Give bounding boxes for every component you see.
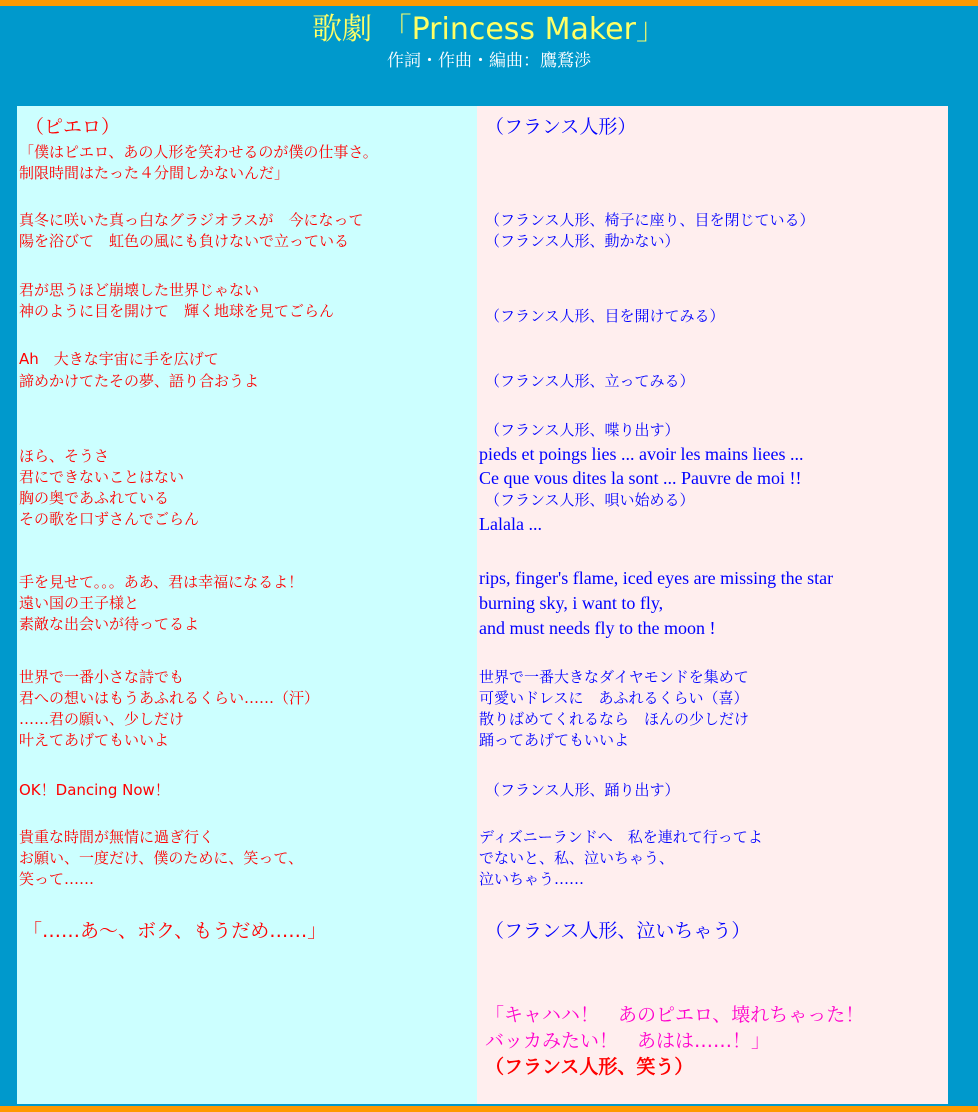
lyric-line: 手を見せて。。。ああ、君は幸福になるよ！ xyxy=(19,573,304,591)
page-title: 歌劇 「Princess Maker」 xyxy=(312,12,666,47)
stage-direction: （フランス人形、笑う） xyxy=(485,1056,694,1078)
lyric-line: バッカみたい！ あはは……！」 xyxy=(485,1030,771,1052)
lyric-line: 泣いちゃう…… xyxy=(479,870,585,888)
stage-direction: （フランス人形、動かない） xyxy=(485,232,680,250)
lyric-line: 「キャハハ！ あのピエロ、壊れちゃった！ xyxy=(485,1004,865,1026)
lyric-line: 君が思うほど崩壊した世界じゃない xyxy=(19,281,260,299)
lyric-line: 踊ってあげてもいいよ xyxy=(479,731,630,749)
lyric-line: Ah 大きな宇宙に手を広げて xyxy=(19,350,219,368)
lyric-line: 世界で一番大きなダイヤモンドを集めて xyxy=(479,668,749,686)
lyric-line: 胸の奥であふれている xyxy=(19,489,170,507)
stage-direction: （フランス人形、喋り出す） xyxy=(485,421,680,439)
lyric-line: でないと、私、泣いちゃう、 xyxy=(479,849,675,867)
lyric-line: OK！Dancing Now！ xyxy=(19,781,170,799)
lyric-line: 君にできないことはない xyxy=(19,468,185,486)
stage-direction: （フランス人形、立ってみる） xyxy=(485,372,695,390)
lyric-line: 世界で一番小さな詩でも xyxy=(19,668,185,686)
lyric-line: 可愛いドレスに あふれるくらい（喜） xyxy=(479,689,749,707)
lyric-line: Lalala ... xyxy=(479,514,542,534)
lyric-line: 神のように目を開けて 輝く地球を見てごらん xyxy=(19,302,335,320)
lyric-line: 遠い国の王子様と xyxy=(19,594,140,612)
lyric-line: 制限時間はたった４分間しかないんだ」 xyxy=(19,164,290,182)
english-line: rips, finger's flame, iced eyes are missing the star xyxy=(479,568,834,588)
stage-direction: （フランス人形、目を開けてみる） xyxy=(485,307,725,325)
pierrot-column xyxy=(17,106,477,1104)
role-doll: （フランス人形） xyxy=(485,116,637,138)
stage-direction: （フランス人形、踊り出す） xyxy=(485,781,680,799)
doll-column xyxy=(477,106,948,1104)
lyric-line: その歌を口ずさんでごらん xyxy=(19,510,200,528)
lyric-line: 君への想いはもうあふれるくらい……（汗） xyxy=(19,689,320,707)
english-line: burning sky, i want to fly, xyxy=(479,593,664,613)
pierrot-final-line: 「……あ〜、ボク、もうだめ……」 xyxy=(23,920,327,942)
english-line: and must needs fly to the moon ! xyxy=(479,618,716,638)
lyric-line: ……君の願い、少しだけ xyxy=(19,710,185,728)
french-line: pieds et poings lies ... avoir les mains liees ... xyxy=(479,444,804,464)
stage-direction: （フランス人形、椅子に座り、目を閉じている） xyxy=(485,211,815,229)
lyric-line: 諦めかけてたその夢、語り合おうよ xyxy=(19,372,260,390)
lyric-line: 笑って…… xyxy=(19,870,95,888)
french-line: Ce que vous dites la sont ... Pauvre de moi !! xyxy=(479,468,802,488)
lyric-line: 「僕はピエロ、あの人形を笑わせるのが僕の仕事さ。 xyxy=(19,143,378,161)
lyric-line: ほら、そうさ xyxy=(19,447,110,465)
lyric-line: 陽を浴びて 虹色の風にも負けないで立っている xyxy=(19,232,350,250)
lyric-line: ディズニーランドへ 私を連れて行ってよ xyxy=(479,828,763,846)
lyric-line: 貴重な時間が無情に過ぎ行く xyxy=(19,828,215,846)
role-pierrot: （ピエロ） xyxy=(25,116,121,138)
stage-direction: （フランス人形、泣いちゃう） xyxy=(485,920,751,942)
stage-direction: （フランス人形、唄い始める） xyxy=(485,491,695,509)
credits: 作詞・作曲・編曲：鷹鶩渉 xyxy=(387,51,591,71)
lyric-line: 散りばめてくれるなら ほんの少しだけ xyxy=(479,710,750,728)
lyric-line: 真冬に咲いた真っ白なグラジオラスが 今になって xyxy=(19,211,364,229)
lyric-line: お願い、一度だけ、僕のために、笑って、 xyxy=(19,849,304,867)
lyric-line: 叶えてあげてもいいよ xyxy=(19,731,170,749)
lyric-line: 素敵な出会いが待ってるよ xyxy=(19,615,200,633)
